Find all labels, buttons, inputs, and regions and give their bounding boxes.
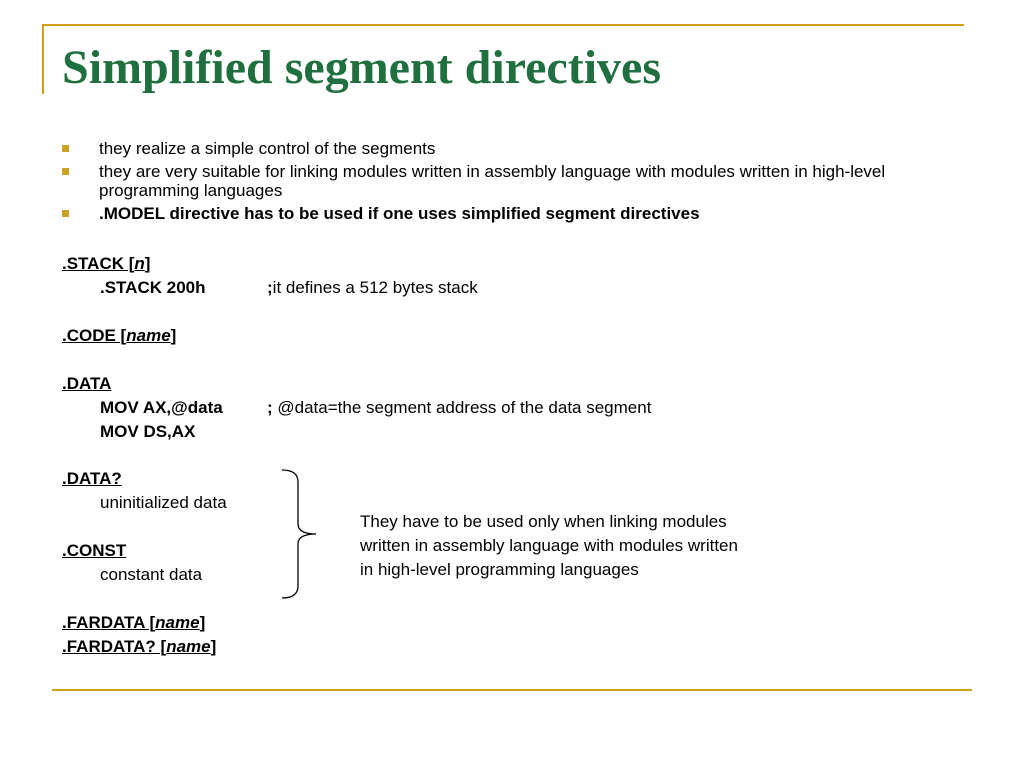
- data-comment-text: @data=the segment address of the data segment: [272, 398, 652, 417]
- square-bullet-icon: [62, 145, 69, 152]
- stack-comment-text: it defines a 512 bytes stack: [272, 278, 478, 297]
- bullet-text: they are very suitable for linking modules written in assembly language with modules written in high-level programming languages: [99, 162, 886, 200]
- fardata-close: ]: [199, 613, 206, 632]
- stack-directive: [62, 254, 150, 274]
- data-directive: .DATA: [62, 374, 112, 393]
- note-line: They have to be used only when linking modules: [360, 512, 727, 531]
- data-semicolon: ;: [267, 398, 273, 417]
- stack-example: .STACK 200h: [100, 278, 206, 297]
- bullet-item: [62, 162, 942, 200]
- code-directive-label: .CODE [: [62, 326, 127, 345]
- stack-directive-label: .STACK [: [62, 254, 135, 273]
- slide-title: Simplified segment directives: [62, 41, 662, 94]
- stack-close: ]: [144, 254, 151, 273]
- fardata-uninit-directive-label: .FARDATA? [: [62, 637, 167, 656]
- note-line: in high-level programming languages: [360, 560, 639, 579]
- code-param: name: [126, 326, 171, 345]
- fardata-uninit-param: name: [166, 637, 211, 656]
- stack-semicolon: ;: [267, 278, 273, 297]
- bottom-rule: [52, 689, 972, 691]
- right-brace-icon: [280, 468, 320, 600]
- bullet-list: [62, 139, 942, 227]
- bullet-item: [62, 204, 942, 223]
- left-rule: [42, 24, 44, 94]
- fardata-uninit-directive: [62, 637, 216, 657]
- square-bullet-icon: [62, 210, 69, 217]
- bullet-text: .MODEL directive has to be used if one uses simplified segment directives: [99, 204, 700, 223]
- square-bullet-icon: [62, 168, 69, 175]
- bullet-text: they realize a simple control of the segments: [99, 139, 436, 158]
- top-rule: [42, 24, 964, 26]
- const-directive: .CONST: [62, 541, 127, 560]
- fardata-uninit-close: ]: [210, 637, 217, 656]
- data-uninit-desc: uninitialized data: [100, 493, 227, 512]
- fardata-param: name: [155, 613, 200, 632]
- code-close: ]: [170, 326, 177, 345]
- note-line: written in assembly language with modules written: [360, 536, 738, 555]
- data-line-2: MOV DS,AX: [100, 422, 196, 441]
- data-comment: [267, 398, 651, 418]
- stack-comment: [267, 278, 478, 298]
- const-desc: constant data: [100, 565, 203, 584]
- data-uninit-directive: .DATA?: [62, 469, 122, 488]
- bullet-item: [62, 139, 942, 158]
- data-line-1: MOV AX,@data: [100, 398, 223, 417]
- fardata-directive-label: .FARDATA [: [62, 613, 156, 632]
- code-directive: [62, 326, 176, 346]
- stack-param: n: [134, 254, 145, 273]
- brace-note: [360, 510, 820, 582]
- fardata-directive: [62, 613, 205, 633]
